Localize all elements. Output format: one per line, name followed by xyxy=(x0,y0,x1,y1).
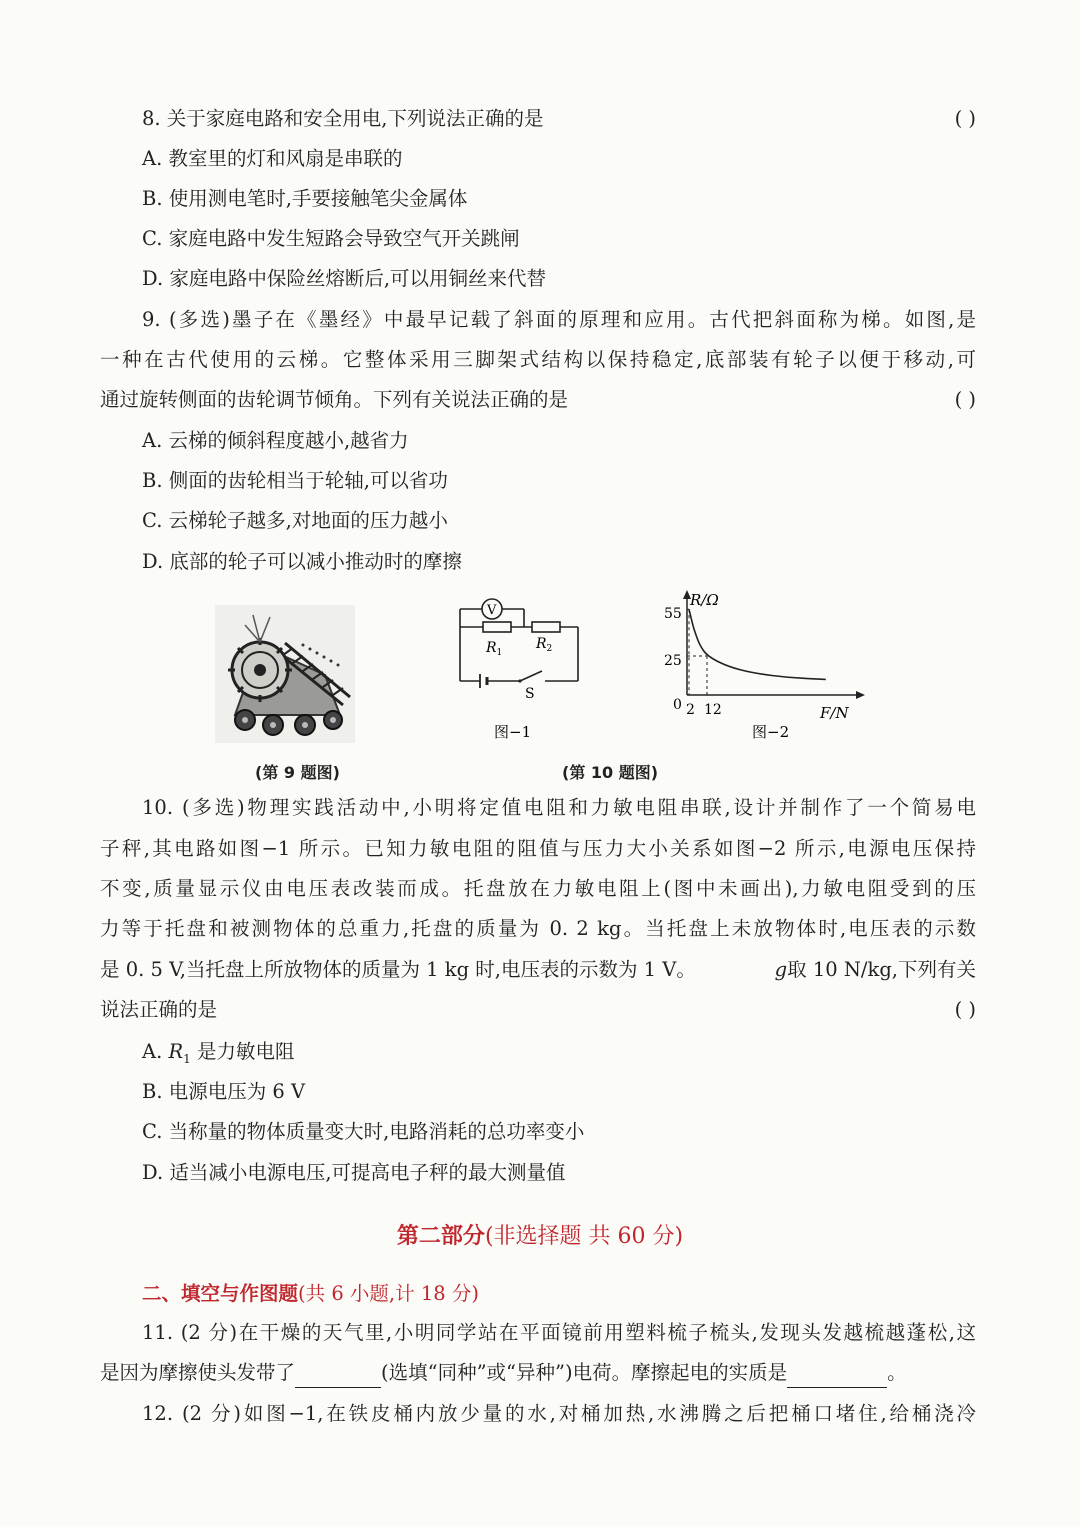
q10-stem-line1: 10. (多选)物理实践活动中,小明将定值电阻和力敏电阻串联,设计并制作了一个简易电 xyxy=(142,796,976,819)
part2-title: 第二部分(非选择题 共 60 分) xyxy=(396,1224,684,1249)
q8-option-c: C. 家庭电路中发生短路会导致空气开关跳闸 xyxy=(142,227,520,250)
q8-option-d: D. 家庭电路中保险丝熔断后,可以用铜丝来代替 xyxy=(142,267,547,290)
q10-stem-line4: 力等于托盘和被测物体的总重力,托盘的质量为 0. 2 kg。当托盘上未放物体时,电压表的示数 xyxy=(100,917,976,940)
x-tick-2: 2 xyxy=(686,702,695,718)
q10-option-d: D. 适当减小电源电压,可提高电子秤的最大测量值 xyxy=(142,1161,566,1184)
q10-stem-line6: 说法正确的是 ( ) xyxy=(100,995,976,1025)
q12-stem-line1: 12. (2 分)如图−1,在铁皮桶内放少量的水,对桶加热,水沸腾之后把桶口堵住,给桶浇冷 xyxy=(142,1402,976,1425)
section2-heading: 二、填空与作图题(共 6 小题,计 18 分) xyxy=(142,1282,479,1305)
q9-stem-line3: 通过旋转侧面的齿轮调节倾角。下列有关说法正确的是 ( ) xyxy=(100,385,976,415)
figure-10-caption: (第 10 题图) xyxy=(562,763,659,782)
q9-option-b: B. 侧面的齿轮相当于轮轴,可以省功 xyxy=(142,469,448,492)
q9-stem-line1: 9. (多选)墨子在《墨经》中最早记载了斜面的原理和应用。古代把斜面称为梯。如图,是 xyxy=(142,308,976,331)
answer-blank-1[interactable] xyxy=(295,1365,381,1388)
q11-stem-line1: 11. (2 分)在干燥的天气里,小明同学站在平面镜前用塑料梳子梳头,发现头发越梳越蓬松,这 xyxy=(142,1321,976,1344)
figure-2-label: 图−2 xyxy=(752,723,790,741)
siege-ladder-illustration xyxy=(215,605,355,743)
answer-blank-2[interactable] xyxy=(787,1365,887,1388)
y-tick-25: 25 xyxy=(664,653,682,669)
q9-option-c: C. 云梯轮子越多,对地面的压力越小 xyxy=(142,509,448,532)
q10-stem-line3: 不变,质量显示仪由电压表改装而成。托盘放在力敏电阻上(图中未画出),力敏电阻受到的压 xyxy=(100,877,976,900)
graph-x-label: F/N xyxy=(820,704,849,722)
resistor-r2 xyxy=(532,622,560,632)
y-tick-55: 55 xyxy=(664,606,682,622)
q8-stem: 8. 关于家庭电路和安全用电,下列说法正确的是 ( ) xyxy=(142,104,976,134)
origin-label: 0 xyxy=(673,697,682,713)
r2-label: $R_2$ xyxy=(536,636,553,654)
answer-bracket: ( ) xyxy=(954,107,976,130)
q10-stem-line2: 子秤,其电路如图−1 所示。已知力敏电阻的阻值与压力大小关系如图−2 所示,电源电压保持 xyxy=(100,837,976,860)
voltmeter-label: V xyxy=(487,603,497,618)
q8-option-a: A. 教室里的灯和风扇是串联的 xyxy=(142,147,403,170)
figure-9-caption: (第 9 题图) xyxy=(255,763,340,782)
figure-1-label: 图−1 xyxy=(494,723,532,741)
r1-label: $R_1$ xyxy=(486,640,503,658)
resistance-force-graph xyxy=(660,585,870,745)
x-tick-12: 12 xyxy=(704,702,722,718)
q10-option-b: B. 电源电压为 6 V xyxy=(142,1080,306,1103)
battery-symbol xyxy=(480,674,487,688)
q9-option-a: A. 云梯的倾斜程度越小,越省力 xyxy=(142,429,409,452)
q8-option-b: B. 使用测电笔时,手要接触笔尖金属体 xyxy=(142,187,468,210)
resistance-curve xyxy=(689,609,826,679)
answer-bracket: ( ) xyxy=(954,388,976,411)
q11-stem-line2: 是因为摩擦使头发带了 (选填“同种”或“异种”)电荷。摩擦起电的实质是 。 xyxy=(100,1358,976,1388)
resistor-r1 xyxy=(483,622,511,632)
q10-option-a: A. $R_1$ 是力敏电阻 xyxy=(142,1040,295,1066)
q9-option-d: D. 底部的轮子可以减小推动时的摩擦 xyxy=(142,550,462,573)
graph-y-label: R/Ω xyxy=(690,591,719,609)
q10-stem-line5: 是 0. 5 V,当托盘上所放物体的质量为 1 kg 时,电压表的示数为 1 V。 g 取 10 N/kg,下列有关 xyxy=(100,958,976,981)
q10-option-c: C. 当称量的物体质量变大时,电路消耗的总功率变小 xyxy=(142,1120,585,1143)
switch-label: S xyxy=(525,686,535,702)
q9-stem-line2: 一种在古代使用的云梯。它整体采用三脚架式结构以保持稳定,底部装有轮子以便于移动,可 xyxy=(100,348,976,371)
answer-bracket: ( ) xyxy=(954,998,976,1021)
circuit-diagram xyxy=(450,595,590,745)
x-axis-arrow xyxy=(856,691,865,699)
switch-lever xyxy=(520,671,542,681)
